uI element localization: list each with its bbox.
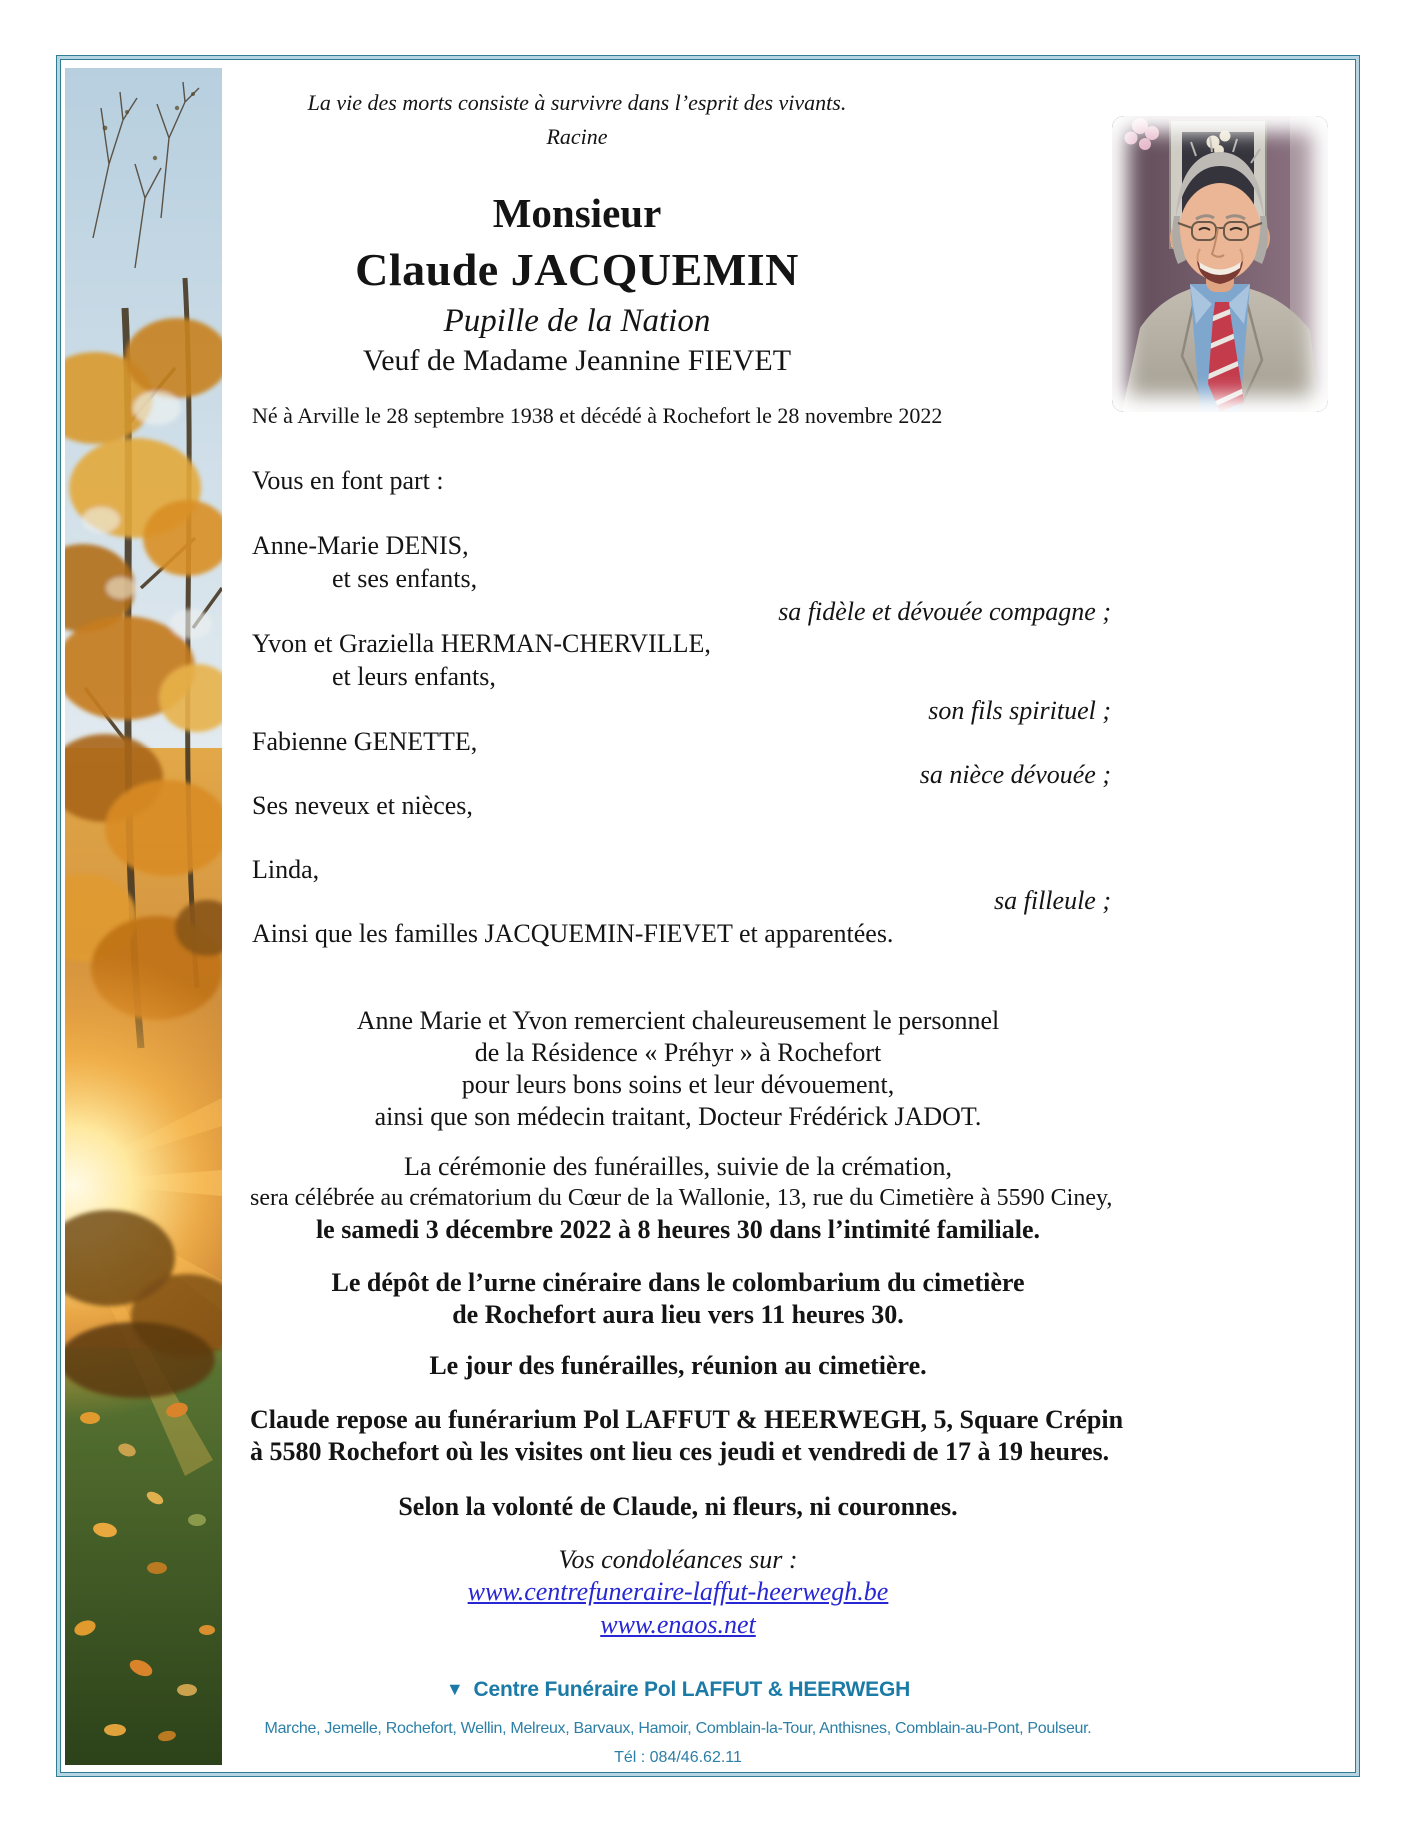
portrait-image bbox=[1112, 116, 1328, 412]
autumn-photo-strip bbox=[65, 68, 222, 1765]
family-entry-names: Linda, bbox=[252, 855, 320, 884]
thanks-line: Anne Marie et Yvon remercient chaleureusement le personnel bbox=[356, 1006, 1000, 1035]
thanks-line: de la Résidence « Préhyr » à Rochefort bbox=[474, 1038, 882, 1067]
widower-line: Veuf de Madame Jeannine FIEVET bbox=[362, 344, 792, 377]
salutation: Monsieur bbox=[492, 190, 662, 236]
family-entry-sub: et leurs enfants, bbox=[332, 662, 496, 691]
deceased-name: Claude JACQUEMIN bbox=[355, 244, 799, 295]
quote-attribution: Racine bbox=[546, 124, 608, 149]
condolences-link-1[interactable]: www.centrefuneraire-laffut-heerwegh.be bbox=[467, 1577, 889, 1606]
announcement-closing: Ainsi que les familles JACQUEMIN-FIEVET et apparentées. bbox=[252, 919, 894, 948]
family-entry-role: sa fidèle et dévouée compagne ; bbox=[778, 597, 1111, 626]
meeting-line: Le jour des funérailles, réunion au cimetière. bbox=[429, 1351, 927, 1380]
honorific-title: Pupille de la Nation bbox=[443, 303, 711, 339]
family-entry-names: Yvon et Graziella HERMAN-CHERVILLE, bbox=[252, 629, 711, 658]
family-entry-role: son fils spirituel ; bbox=[928, 696, 1111, 725]
family-entry-role: sa filleule ; bbox=[994, 886, 1111, 915]
condolences-link-2[interactable]: www.enaos.net bbox=[600, 1610, 756, 1639]
phone-line: Tél : 084/46.62.11 bbox=[614, 1749, 742, 1766]
funeral-home-name: Centre Funéraire Pol LAFFUT & HEERWEGH bbox=[473, 1678, 911, 1701]
family-entry-role: sa nièce dévouée ; bbox=[919, 760, 1111, 789]
funeral-home-line bbox=[250, 1678, 1106, 1702]
condolences-label: Vos condoléances sur : bbox=[558, 1545, 798, 1574]
down-triangle-icon: ▼ bbox=[445, 1679, 464, 1699]
announcement-intro: Vous en font part : bbox=[252, 466, 444, 495]
family-entry-names: Ses neveux et nièces, bbox=[252, 791, 473, 820]
life-dates: Né à Arville le 28 septembre 1938 et décédé à Rochefort le 28 novembre 2022 bbox=[252, 403, 943, 428]
repose-line: à 5580 Rochefort où les visites ont lieu ces jeudi et vendredi de 17 à 19 heures. bbox=[250, 1437, 1110, 1466]
urn-line: de Rochefort aura lieu vers 11 heures 30. bbox=[452, 1300, 904, 1329]
thanks-line: ainsi que son médecin traitant, Docteur Frédérick JADOT. bbox=[374, 1102, 982, 1131]
ceremony-line: La cérémonie des funérailles, suivie de la crémation, bbox=[404, 1152, 952, 1181]
repose-line: Claude repose au funérarium Pol LAFFUT & HEERWEGH, 5, Square Crépin bbox=[250, 1405, 1124, 1434]
urn-line: Le dépôt de l’urne cinéraire dans le colombarium du cimetière bbox=[331, 1268, 1025, 1297]
quote-text: La vie des morts consiste à survivre dans l’esprit des vivants. bbox=[307, 90, 847, 115]
towns-line: Marche, Jemelle, Rochefort, Wellin, Melreux, Barvaux, Hamoir, Comblain-la-Tour, Anthisnes, Comblain-au-Pont, Poulseur. bbox=[264, 1720, 1092, 1737]
portrait-photo bbox=[1112, 116, 1328, 412]
family-entry-sub: et ses enfants, bbox=[332, 564, 478, 593]
family-entry-names: Anne-Marie DENIS, bbox=[252, 531, 469, 560]
family-entry-names: Fabienne GENETTE, bbox=[252, 727, 478, 756]
thanks-line: pour leurs bons soins et leur dévouement, bbox=[461, 1070, 895, 1099]
autumn-trees-image bbox=[65, 68, 222, 1765]
ceremony-line: sera célébrée au crématorium du Cœur de la Wallonie, 13, rue du Cimetière à 5590 Ciney, bbox=[250, 1185, 1113, 1211]
ceremony-date-line: le samedi 3 décembre 2022 à 8 heures 30 dans l’intimité familiale. bbox=[315, 1215, 1041, 1244]
wishes-line: Selon la volonté de Claude, ni fleurs, ni couronnes. bbox=[398, 1492, 958, 1521]
